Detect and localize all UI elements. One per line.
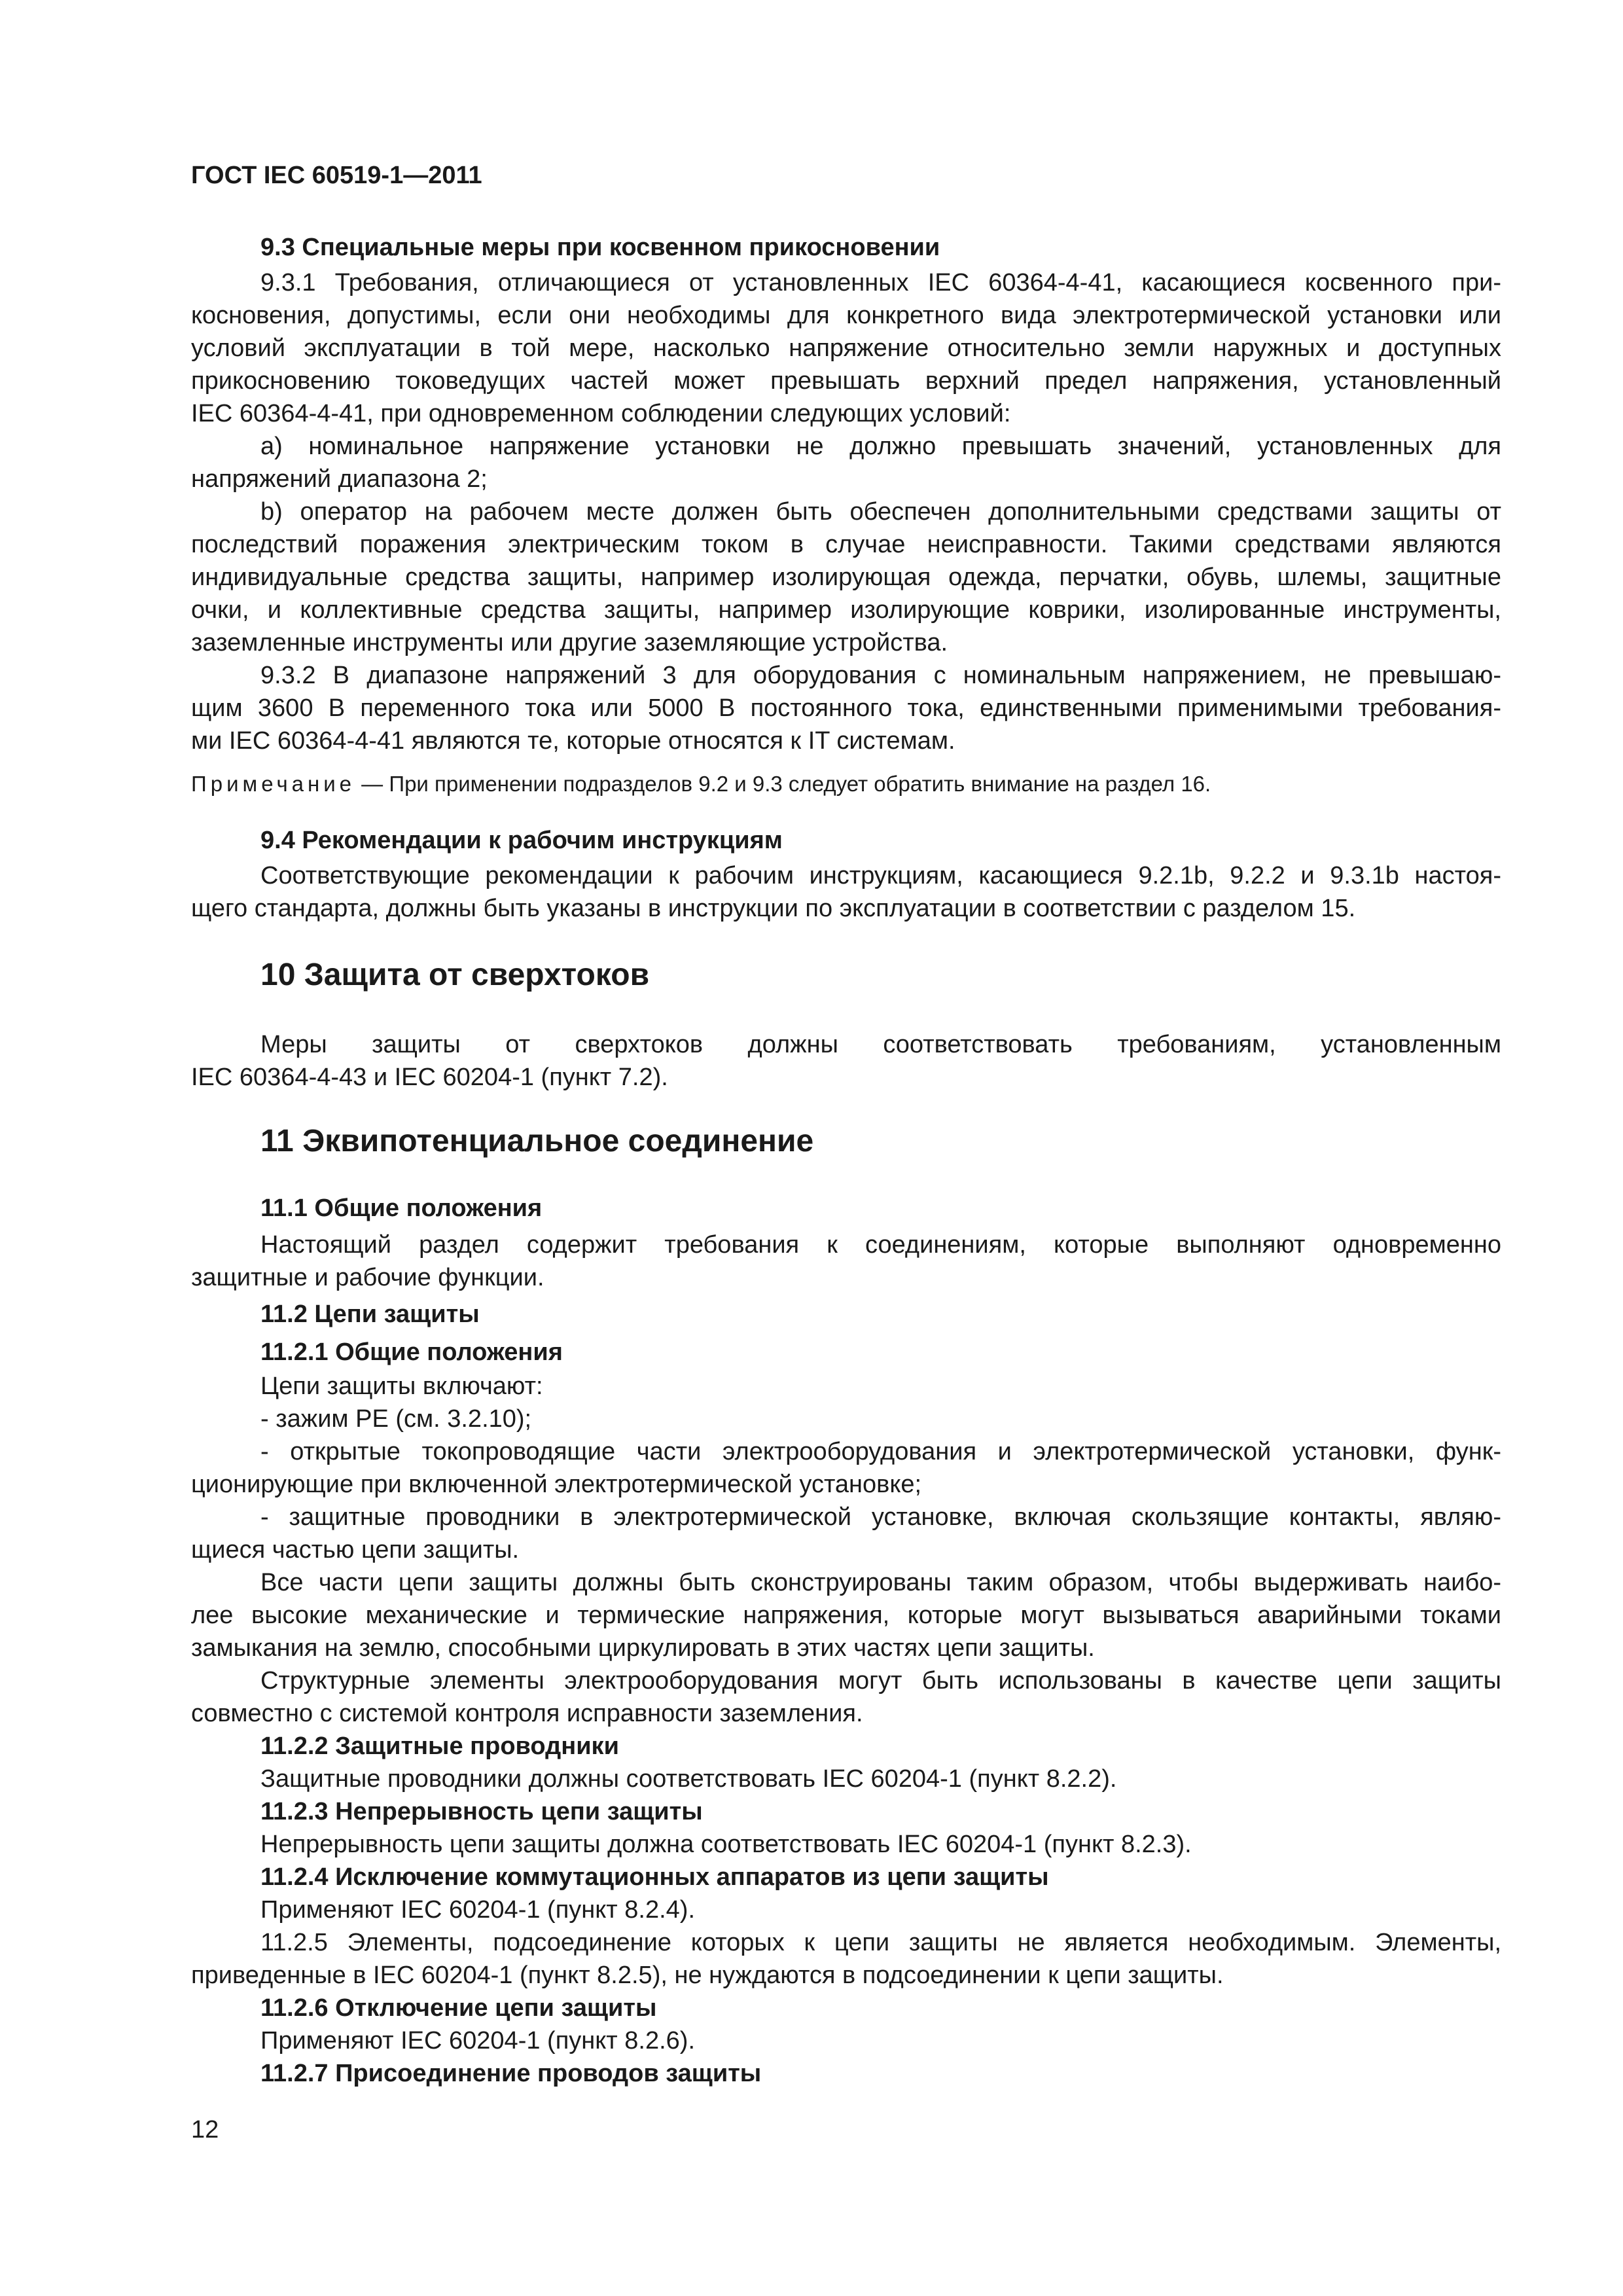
- section-11-2-4-title: 11.2.4 Исключение коммутационных аппаратов из цепи защиты: [260, 1863, 1049, 1891]
- text-line: косновения, допустимы, если они необходимы для конкретного вида электротермической установки или: [191, 302, 1501, 329]
- text-line: индивидуальные средства защиты, например изолирующая одежда, перчатки, обувь, шлемы, защитные: [191, 564, 1501, 591]
- text-line: условий эксплуатации в той мере, насколько напряжение относительно земли наружных и доступных: [191, 334, 1501, 362]
- text-line: щим 3600 В переменного тока или 5000 В постоянного тока, единственными применимыми требования-: [191, 694, 1501, 722]
- text-line: 11.2.5 Элементы, подсоединение которых к цепи защиты не является необходимым. Элементы,: [260, 1929, 1501, 1956]
- document-header: ГОСТ IEC 60519-1—2011: [191, 162, 482, 189]
- section-11-2-title: 11.2 Цепи защиты: [260, 1300, 480, 1328]
- section-11-2-2-title: 11.2.2 Защитные проводники: [260, 1732, 619, 1760]
- note: [191, 770, 1211, 798]
- text-line: ми IEC 60364-4-41 являются те, которые относятся к IT системам.: [191, 727, 955, 755]
- section-11-title: 11 Эквипотенциальное соединение: [260, 1124, 814, 1158]
- text-line: Все части цепи защиты должны быть сконструированы таким образом, чтобы выдерживать наибо-: [260, 1569, 1501, 1596]
- text-line: IEC 60364-4-41, при одновременном соблюдении следующих условий:: [191, 400, 1011, 427]
- list-item: - защитные проводники в электротермической установке, включая скользящие контакты, являю-: [260, 1503, 1501, 1531]
- list-item: - открытые токопроводящие части электрооборудования и электротермической установки, функ-: [260, 1438, 1501, 1465]
- section-11-2-1-title: 11.2.1 Общие положения: [260, 1338, 563, 1366]
- section-11-1-title: 11.1 Общие положения: [260, 1194, 543, 1222]
- text-line: Настоящий раздел содержит требования к соединениям, которые выполняют одновременно: [260, 1231, 1501, 1259]
- list-item-cont: ционирующие при включенной электротермической установке;: [191, 1471, 922, 1498]
- text-line: Меры защиты от сверхтоков должны соответствовать требованиям, установленным: [260, 1031, 1501, 1058]
- text-line: последствий поражения электрическим током в случае неисправности. Такими средствами являются: [191, 531, 1501, 558]
- section-11-2-3-title: 11.2.3 Непрерывность цепи защиты: [260, 1798, 703, 1825]
- text-line: защитные и рабочие функции.: [191, 1264, 544, 1291]
- text-line: 9.3.1 Требования, отличающиеся от установленных IEC 60364-4-41, касающиеся косвенного при-: [260, 269, 1501, 296]
- page-number: 12: [191, 2116, 219, 2144]
- text-line: Защитные проводники должны соответствовать IEC 60204-1 (пункт 8.2.2).: [260, 1765, 1117, 1793]
- text-line: 9.3.2 В диапазоне напряжений 3 для оборудования с номинальным напряжением, не превышаю-: [260, 662, 1501, 689]
- section-10-title: 10 Защита от сверхтоков: [260, 958, 650, 992]
- text-line: b) оператор на рабочем месте должен быть обеспечен дополнительными средствами защиты от: [260, 498, 1501, 526]
- text-line: щего стандарта, должны быть указаны в инструкции по эксплуатации в соответствии с разделом 15.: [191, 895, 1356, 922]
- text-line: напряжений диапазона 2;: [191, 465, 488, 493]
- section-11-2-7-title: 11.2.7 Присоединение проводов защиты: [260, 2060, 762, 2087]
- text-line: прикосновению токоведущих частей может превышать верхний предел напряжения, установленный: [191, 367, 1501, 395]
- text-line: очки, и коллективные средства защиты, например изолирующие коврики, изолированные инструменты,: [191, 596, 1501, 624]
- text-line: замыкания на землю, способными циркулировать в этих частях цепи защиты.: [191, 1634, 1095, 1662]
- list-item: - зажим PE (см. 3.2.10);: [260, 1405, 532, 1433]
- text-line: приведенные в IEC 60204-1 (пункт 8.2.5), не нуждаются в подсоединении к цепи защиты.: [191, 1962, 1224, 1989]
- note-text: — При применении подразделов 9.2 и 9.3 следует обратить внимание на раздел 16.: [355, 772, 1211, 796]
- section-9-4-title: 9.4 Рекомендации к рабочим инструкциям: [260, 827, 783, 854]
- section-9-3-title: 9.3 Специальные меры при косвенном прикосновении: [260, 234, 940, 261]
- text-line: Структурные элементы электрооборудования могут быть использованы в качестве цепи защиты: [260, 1667, 1501, 1695]
- text-line: Соответствующие рекомендации к рабочим инструкциям, касающиеся 9.2.1b, 9.2.2 и 9.3.1b настоя-: [260, 862, 1501, 889]
- text-line: Применяют IEC 60204-1 (пункт 8.2.6).: [260, 2027, 695, 2054]
- text-line: Непрерывность цепи защиты должна соответствовать IEC 60204-1 (пункт 8.2.3).: [260, 1831, 1192, 1858]
- text-line: Применяют IEC 60204-1 (пункт 8.2.4).: [260, 1896, 695, 1924]
- text-line: совместно с системой контроля исправности заземления.: [191, 1700, 863, 1727]
- text-line: Цепи защиты включают:: [260, 1372, 543, 1400]
- text-line: IEC 60364-4-43 и IEC 60204-1 (пункт 7.2).: [191, 1064, 668, 1091]
- text-line: a) номинальное напряжение установки не должно превышать значений, установленных для: [260, 433, 1501, 460]
- text-line: лее высокие механические и термические напряжения, которые могут вызываться аварийными токами: [191, 1602, 1501, 1629]
- section-11-2-6-title: 11.2.6 Отключение цепи защиты: [260, 1994, 657, 2022]
- note-label: Примечание: [191, 772, 356, 796]
- list-item-cont: щиеся частью цепи защиты.: [191, 1536, 520, 1564]
- text-line: заземленные инструменты или другие заземляющие устройства.: [191, 629, 948, 656]
